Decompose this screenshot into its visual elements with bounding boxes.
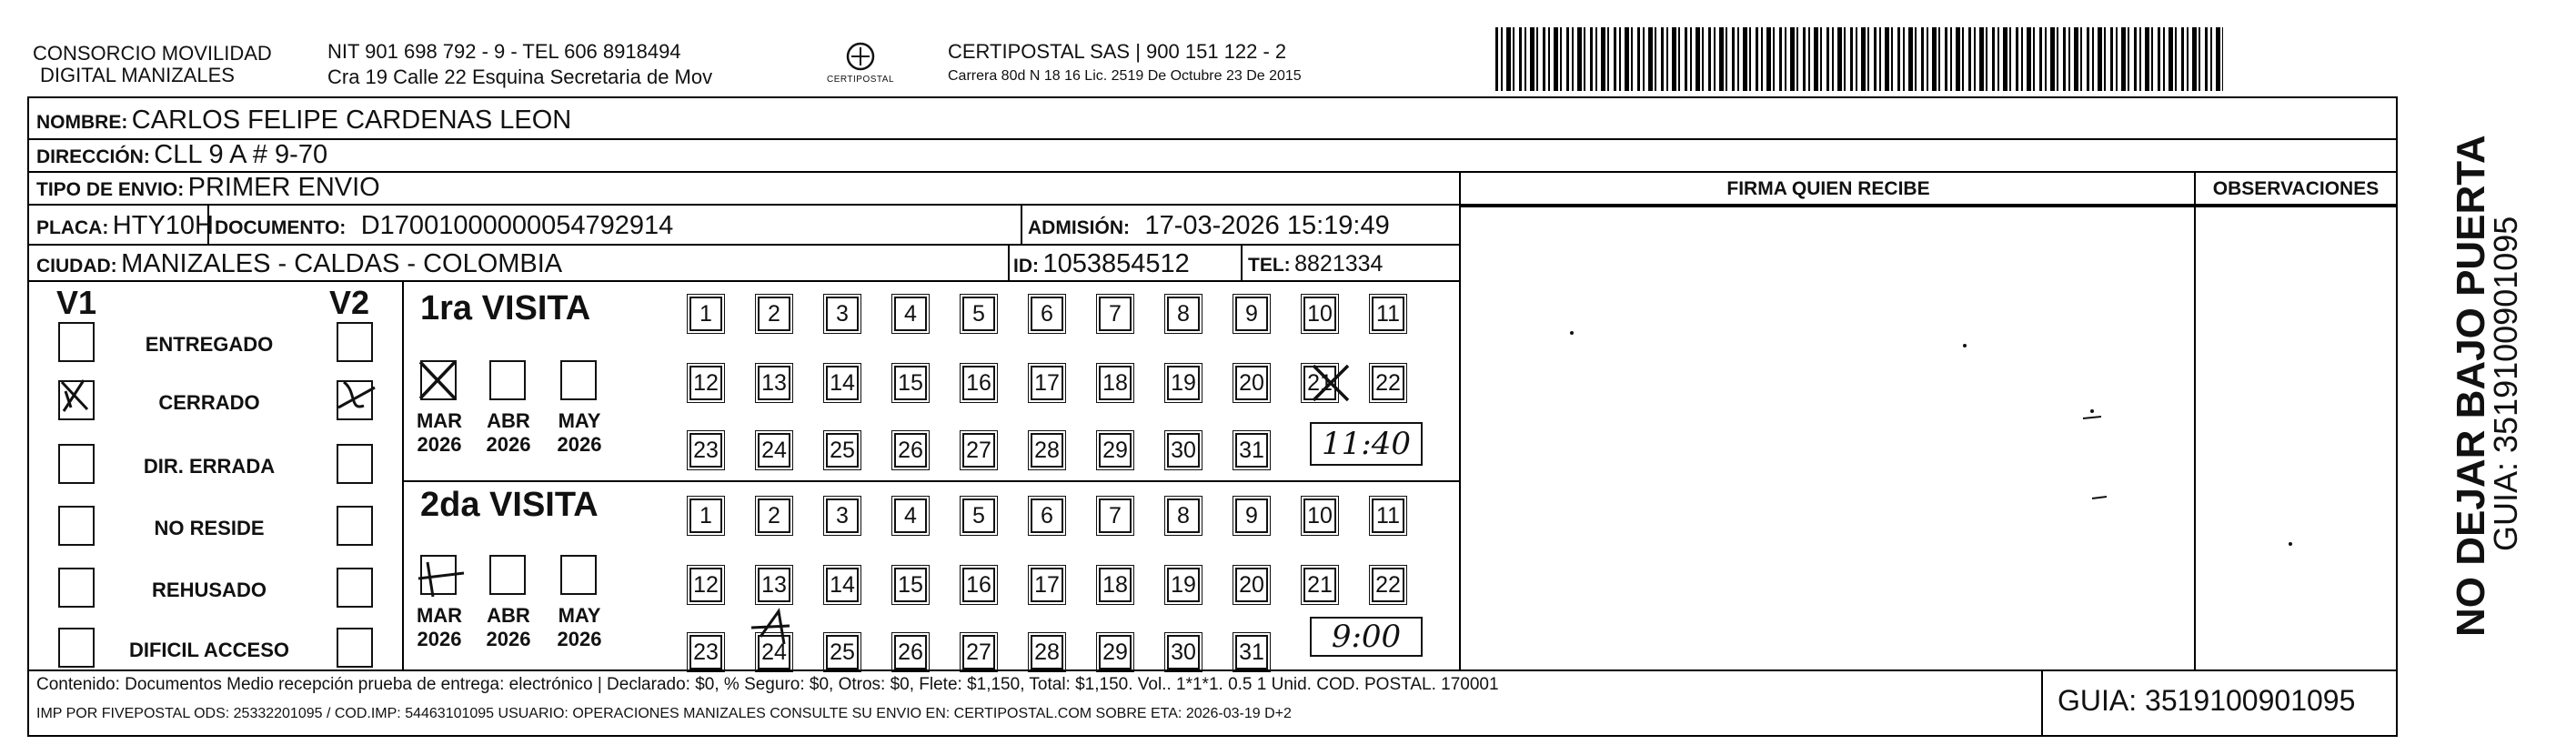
visit2-day-box[interactable]: 24 (758, 635, 790, 669)
visit2-day-box[interactable]: 16 (962, 568, 995, 602)
visit1-day-box[interactable]: 26 (894, 433, 927, 468)
visit2-day-box[interactable]: 28 (1031, 635, 1063, 669)
visit2-day-box[interactable]: 15 (894, 568, 927, 602)
nombre-label: NOMBRE: (36, 112, 128, 133)
visit1-day-box[interactable]: 1 (689, 297, 722, 331)
status-option-label: CERRADO (158, 391, 260, 414)
visit1-day-box[interactable]: 23 (689, 433, 722, 468)
status-option-label: NO RESIDE (154, 517, 265, 539)
visit2-day-box[interactable]: 18 (1099, 568, 1132, 602)
visit1-month-label: ABR (487, 409, 530, 432)
visit1-month-year: 2026 (557, 433, 602, 456)
handwritten-time-2: 9:00 (1310, 617, 1423, 657)
visit2-day-box[interactable]: 30 (1167, 635, 1200, 669)
visit2-day-box[interactable]: 21 (1303, 568, 1336, 602)
visit1-day-box[interactable]: 19 (1167, 366, 1200, 400)
visit1-day-box[interactable]: 29 (1099, 433, 1132, 468)
visit2-day-box[interactable]: 5 (962, 498, 995, 533)
visit1-day-box[interactable]: 28 (1031, 433, 1063, 468)
visit2-title: 2da VISITA (420, 486, 599, 524)
visit2-day-box[interactable]: 10 (1303, 498, 1336, 533)
direccion-label: DIRECCIÓN: (36, 146, 150, 167)
visit1-title: 1ra VISITA (420, 289, 591, 327)
visit1-day-box[interactable]: 18 (1099, 366, 1132, 400)
visit2-day-box[interactable]: 22 (1372, 568, 1404, 602)
handwritten-time-1: 11:40 (1310, 422, 1423, 466)
visit1-day-box[interactable]: 14 (826, 366, 859, 400)
direccion-value: CLL 9 A # 9-70 (154, 140, 328, 169)
company-address: Cra 19 Calle 22 Esquina Secretaria de Mov (327, 65, 713, 88)
visit2-day-box[interactable]: 11 (1372, 498, 1404, 533)
visit1-month-year: 2026 (417, 433, 462, 456)
v1-label: V1 (56, 284, 97, 321)
visit2-day-box[interactable]: 9 (1235, 498, 1268, 533)
placa-value: HTY10H (112, 211, 214, 240)
visit1-day-box[interactable]: 8 (1167, 297, 1200, 331)
ciudad-label: CIUDAD: (36, 256, 117, 277)
logo-text: CERTIPOSTAL (826, 75, 895, 85)
visit1-day-box[interactable]: 12 (689, 366, 722, 400)
firma-header: FIRMA QUIEN RECIBE (1726, 178, 1930, 199)
status-option-label: ENTREGADO (145, 333, 274, 356)
visit2-day-box[interactable]: 20 (1235, 568, 1268, 602)
visit1-day-box[interactable]: 2 (758, 297, 790, 331)
visit1-month-label: MAY (558, 409, 601, 432)
tel-value: 8821334 (1294, 251, 1384, 277)
id-label: ID: (1013, 256, 1039, 277)
side-panel (2400, 109, 2524, 655)
carrier-name: CERTIPOSTAL SAS | 900 151 122 - 2 (948, 40, 1287, 63)
visit2-day-box[interactable]: 26 (894, 635, 927, 669)
id-value: 1053854512 (1042, 249, 1190, 278)
visit2-day-box[interactable]: 29 (1099, 635, 1132, 669)
admision-value: 17-03-2026 15:19:49 (1144, 211, 1390, 240)
visit2-month-label: MAR (416, 604, 463, 627)
company-name-line1: CONSORCIO MOVILIDAD (33, 42, 272, 65)
visit1-day-box[interactable]: 16 (962, 366, 995, 400)
visit1-day-box[interactable]: 11 (1372, 297, 1404, 331)
visit1-day-box[interactable]: 4 (894, 297, 927, 331)
visit1-day-box[interactable]: 15 (894, 366, 927, 400)
visit2-month-year: 2026 (417, 628, 462, 650)
v2-label: V2 (329, 284, 370, 321)
visit2-month-year: 2026 (486, 628, 531, 650)
visit2-month-label: ABR (487, 604, 530, 627)
observaciones-header: OBSERVACIONES (2212, 178, 2380, 199)
visit2-day-box[interactable]: 7 (1099, 498, 1132, 533)
visit1-day-box[interactable]: 20 (1235, 366, 1268, 400)
carrier-address: Carrera 80d N 18 16 Lic. 2519 De Octubre 23 De 2015 (948, 68, 1302, 84)
nombre-value: CARLOS FELIPE CARDENAS LEON (131, 106, 572, 135)
visit1-day-box[interactable]: 17 (1031, 366, 1063, 400)
ciudad-value: MANIZALES - CALDAS - COLOMBIA (121, 249, 563, 278)
visit2-day-box[interactable]: 14 (826, 568, 859, 602)
visit2-month-year: 2026 (557, 628, 602, 650)
tipo-value: PRIMER ENVIO (187, 173, 380, 202)
placa-label: PLACA: (36, 217, 109, 238)
documento-label: DOCUMENTO: (215, 217, 347, 238)
visit1-day-box[interactable]: 7 (1099, 297, 1132, 331)
visit1-day-box[interactable]: 24 (758, 433, 790, 468)
tipo-label: TIPO DE ENVIO: (36, 179, 185, 200)
visit1-day-box[interactable]: 22 (1372, 366, 1404, 400)
visit1-day-box[interactable]: 9 (1235, 297, 1268, 331)
visit1-month-year: 2026 (486, 433, 531, 456)
visit1-month-label: MAR (416, 409, 463, 432)
status-option-label: REHUSADO (152, 579, 267, 601)
admision-label: ADMISIÓN: (1028, 217, 1130, 238)
visit1-day-box[interactable]: 10 (1303, 297, 1336, 331)
visit2-day-box[interactable]: 6 (1031, 498, 1063, 533)
visit1-day-box[interactable]: 5 (962, 297, 995, 331)
visit2-day-box[interactable]: 25 (826, 635, 859, 669)
visit2-day-box[interactable]: 17 (1031, 568, 1063, 602)
visit2-day-box[interactable]: 27 (962, 635, 995, 669)
footer-guia: GUIA: 3519100901095 (2058, 684, 2356, 717)
visit2-day-box[interactable]: 13 (758, 568, 790, 602)
side-warning: NO DEJAR BAJO PUERTA (2449, 135, 2493, 637)
visit2-month-label: MAY (558, 604, 601, 627)
company-name-line2: DIGITAL MANIZALES (40, 64, 235, 86)
footer-contents: Contenido: Documentos Medio recepción prueba de entrega: electrónico | Declarado: $0, % Seguro: $0, Otros: $0, Flete: $1,150, Total: $1,150. Vol.. 1*1*1. 0.5 1 Unid. COD. POSTAL. 170001 (36, 675, 1499, 694)
visit1-day-box[interactable]: 6 (1031, 297, 1063, 331)
visit1-day-box[interactable]: 31 (1235, 433, 1268, 468)
status-option-label: DIFICIL ACCESO (128, 639, 289, 661)
footer-print-info: IMP POR FIVEPOSTAL ODS: 25332201095 / COD.IMP: 54463101095 USUARIO: OPERACIONES MANIZALES CONSULTE SU ENVIO EN: CERTIPOSTAL.COM SOBRE ETA: 2026-03-19 D+2 (36, 706, 1292, 721)
visit2-day-box[interactable]: 2 (758, 498, 790, 533)
visit2-day-box[interactable]: 4 (894, 498, 927, 533)
visit2-day-box[interactable]: 3 (826, 498, 859, 533)
visit1-day-box[interactable]: 3 (826, 297, 859, 331)
visit2-day-box[interactable]: 19 (1167, 568, 1200, 602)
visit2-day-box[interactable]: 31 (1235, 635, 1268, 669)
visit1-day-box[interactable]: 30 (1167, 433, 1200, 468)
visit2-day-box[interactable]: 12 (689, 568, 722, 602)
visit1-day-box[interactable]: 13 (758, 366, 790, 400)
company-nit: NIT 901 698 792 - 9 - TEL 606 8918494 (327, 40, 681, 63)
tel-label: TEL: (1248, 255, 1291, 276)
visit2-day-box[interactable]: 23 (689, 635, 722, 669)
visit1-day-box[interactable]: 27 (962, 433, 995, 468)
visit2-day-box[interactable]: 8 (1167, 498, 1200, 533)
status-option-label: DIR. ERRADA (143, 455, 276, 478)
side-guia: GUIA: 3519100901095 (2487, 216, 2524, 551)
documento-value: D17001000000054792914 (360, 211, 674, 240)
visit2-day-box[interactable]: 1 (689, 498, 722, 533)
visit1-day-box[interactable]: 25 (826, 433, 859, 468)
visit1-day-box[interactable]: 21 (1303, 366, 1336, 400)
